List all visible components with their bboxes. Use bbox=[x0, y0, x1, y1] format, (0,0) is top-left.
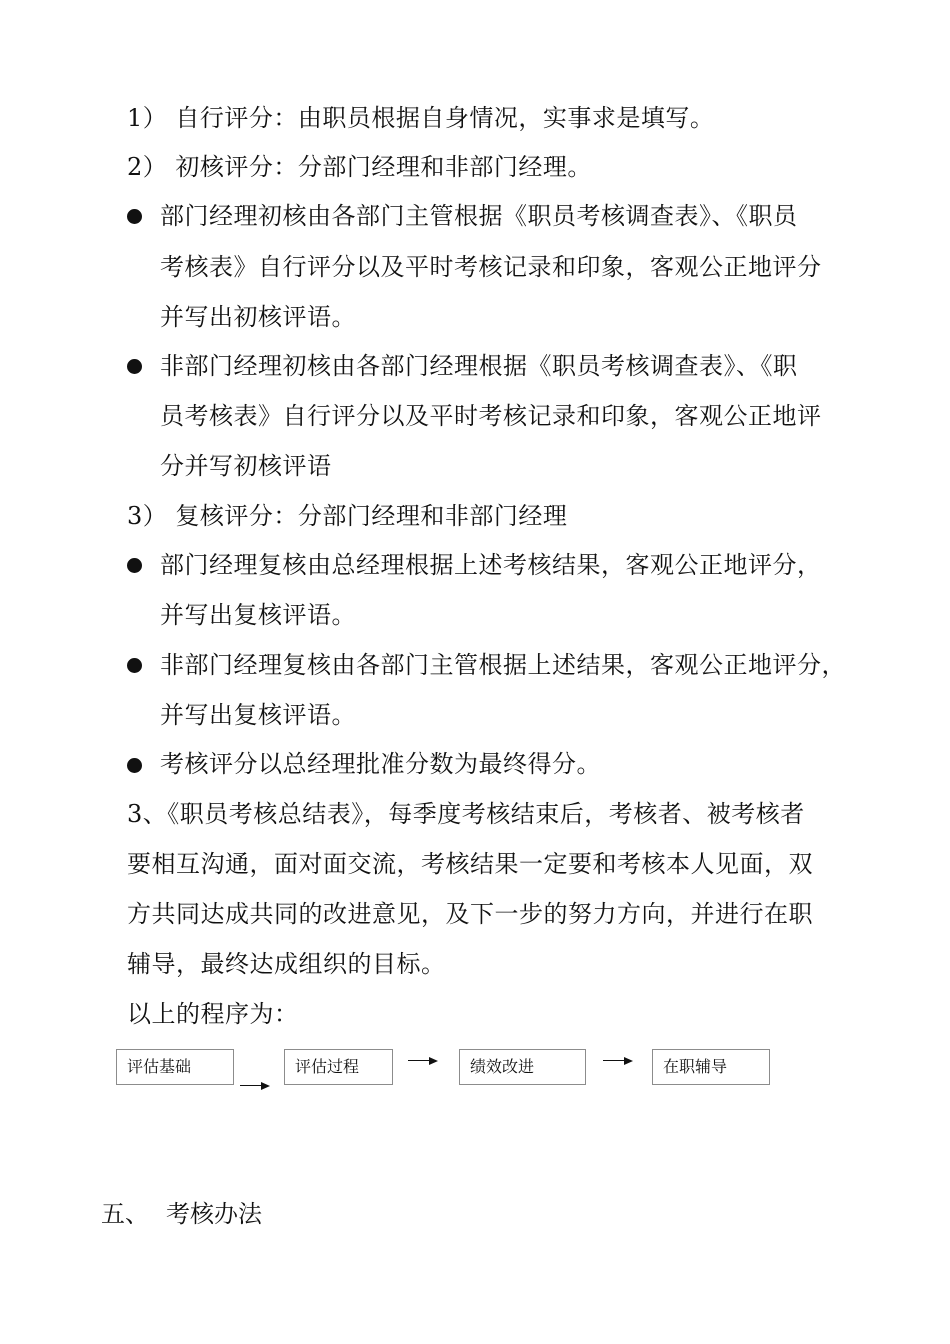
arrow-right-icon bbox=[240, 1082, 270, 1090]
bullet-icon bbox=[127, 758, 142, 773]
initial-review-manager-line-2: 考核表》自行评分以及平时考核记录和印象，客观公正地评分 bbox=[160, 253, 822, 281]
bullet-icon bbox=[127, 558, 142, 573]
summary-line-2: 要相互沟通，面对面交流，考核结果一定要和考核本人见面，双 bbox=[127, 850, 813, 878]
final-review-manager-line-1: 部门经理复核由总经理根据上述考核结果，客观公正地评分， bbox=[160, 551, 822, 579]
final-review-manager-line-2: 并写出复核评语。 bbox=[160, 601, 356, 629]
final-review-non-manager-line-1: 非部门经理复核由各部门主管根据上述结果，客观公正地评分， bbox=[160, 651, 846, 679]
bullet-icon bbox=[127, 209, 142, 224]
summary-line-1: 3、《职员考核总结表》，每季度考核结束后，考核者、被考核者 bbox=[127, 800, 805, 828]
bullet-icon bbox=[127, 658, 142, 673]
arrow-right-icon bbox=[603, 1057, 633, 1065]
step-2-initial-review: 2） 初核评分：分部门经理和非部门经理。 bbox=[127, 153, 592, 181]
final-review-non-manager-line-2: 并写出复核评语。 bbox=[160, 701, 356, 729]
bullet-icon bbox=[127, 359, 142, 374]
step-1-self-evaluation: 1） 自行评分：由职员根据自身情况，实事求是填写。 bbox=[127, 104, 715, 132]
initial-review-manager-line-1: 部门经理初核由各部门主管根据《职员考核调查表》、《职员 bbox=[160, 202, 798, 230]
initial-review-non-manager-line-2: 员考核表》自行评分以及平时考核记录和印象，客观公正地评 bbox=[160, 402, 822, 430]
section-title: 考核办法 bbox=[166, 1200, 262, 1228]
summary-line-4: 辅导，最终达成组织的目标。 bbox=[127, 950, 446, 978]
procedure-intro: 以上的程序为： bbox=[127, 1000, 299, 1028]
flow-step-assessment-process: 评估过程 bbox=[284, 1049, 393, 1085]
flow-step-on-job-coaching: 在职辅导 bbox=[652, 1049, 770, 1085]
summary-line-3: 方共同达成共同的改进意见，及下一步的努力方向，并进行在职 bbox=[127, 900, 813, 928]
initial-review-manager-line-3: 并写出初核评语。 bbox=[160, 303, 356, 331]
step-3-final-review: 3） 复核评分：分部门经理和非部门经理 bbox=[127, 502, 568, 530]
section-number: 五、 bbox=[101, 1200, 149, 1228]
final-score-note: 考核评分以总经理批准分数为最终得分。 bbox=[160, 750, 601, 778]
flow-step-assessment-basis: 评估基础 bbox=[116, 1049, 234, 1085]
flow-step-performance-improvement: 绩效改进 bbox=[459, 1049, 586, 1085]
arrow-right-icon bbox=[408, 1057, 438, 1065]
initial-review-non-manager-line-3: 分并写初核评语 bbox=[160, 452, 332, 480]
initial-review-non-manager-line-1: 非部门经理初核由各部门经理根据《职员考核调查表》、《职 bbox=[160, 352, 798, 380]
